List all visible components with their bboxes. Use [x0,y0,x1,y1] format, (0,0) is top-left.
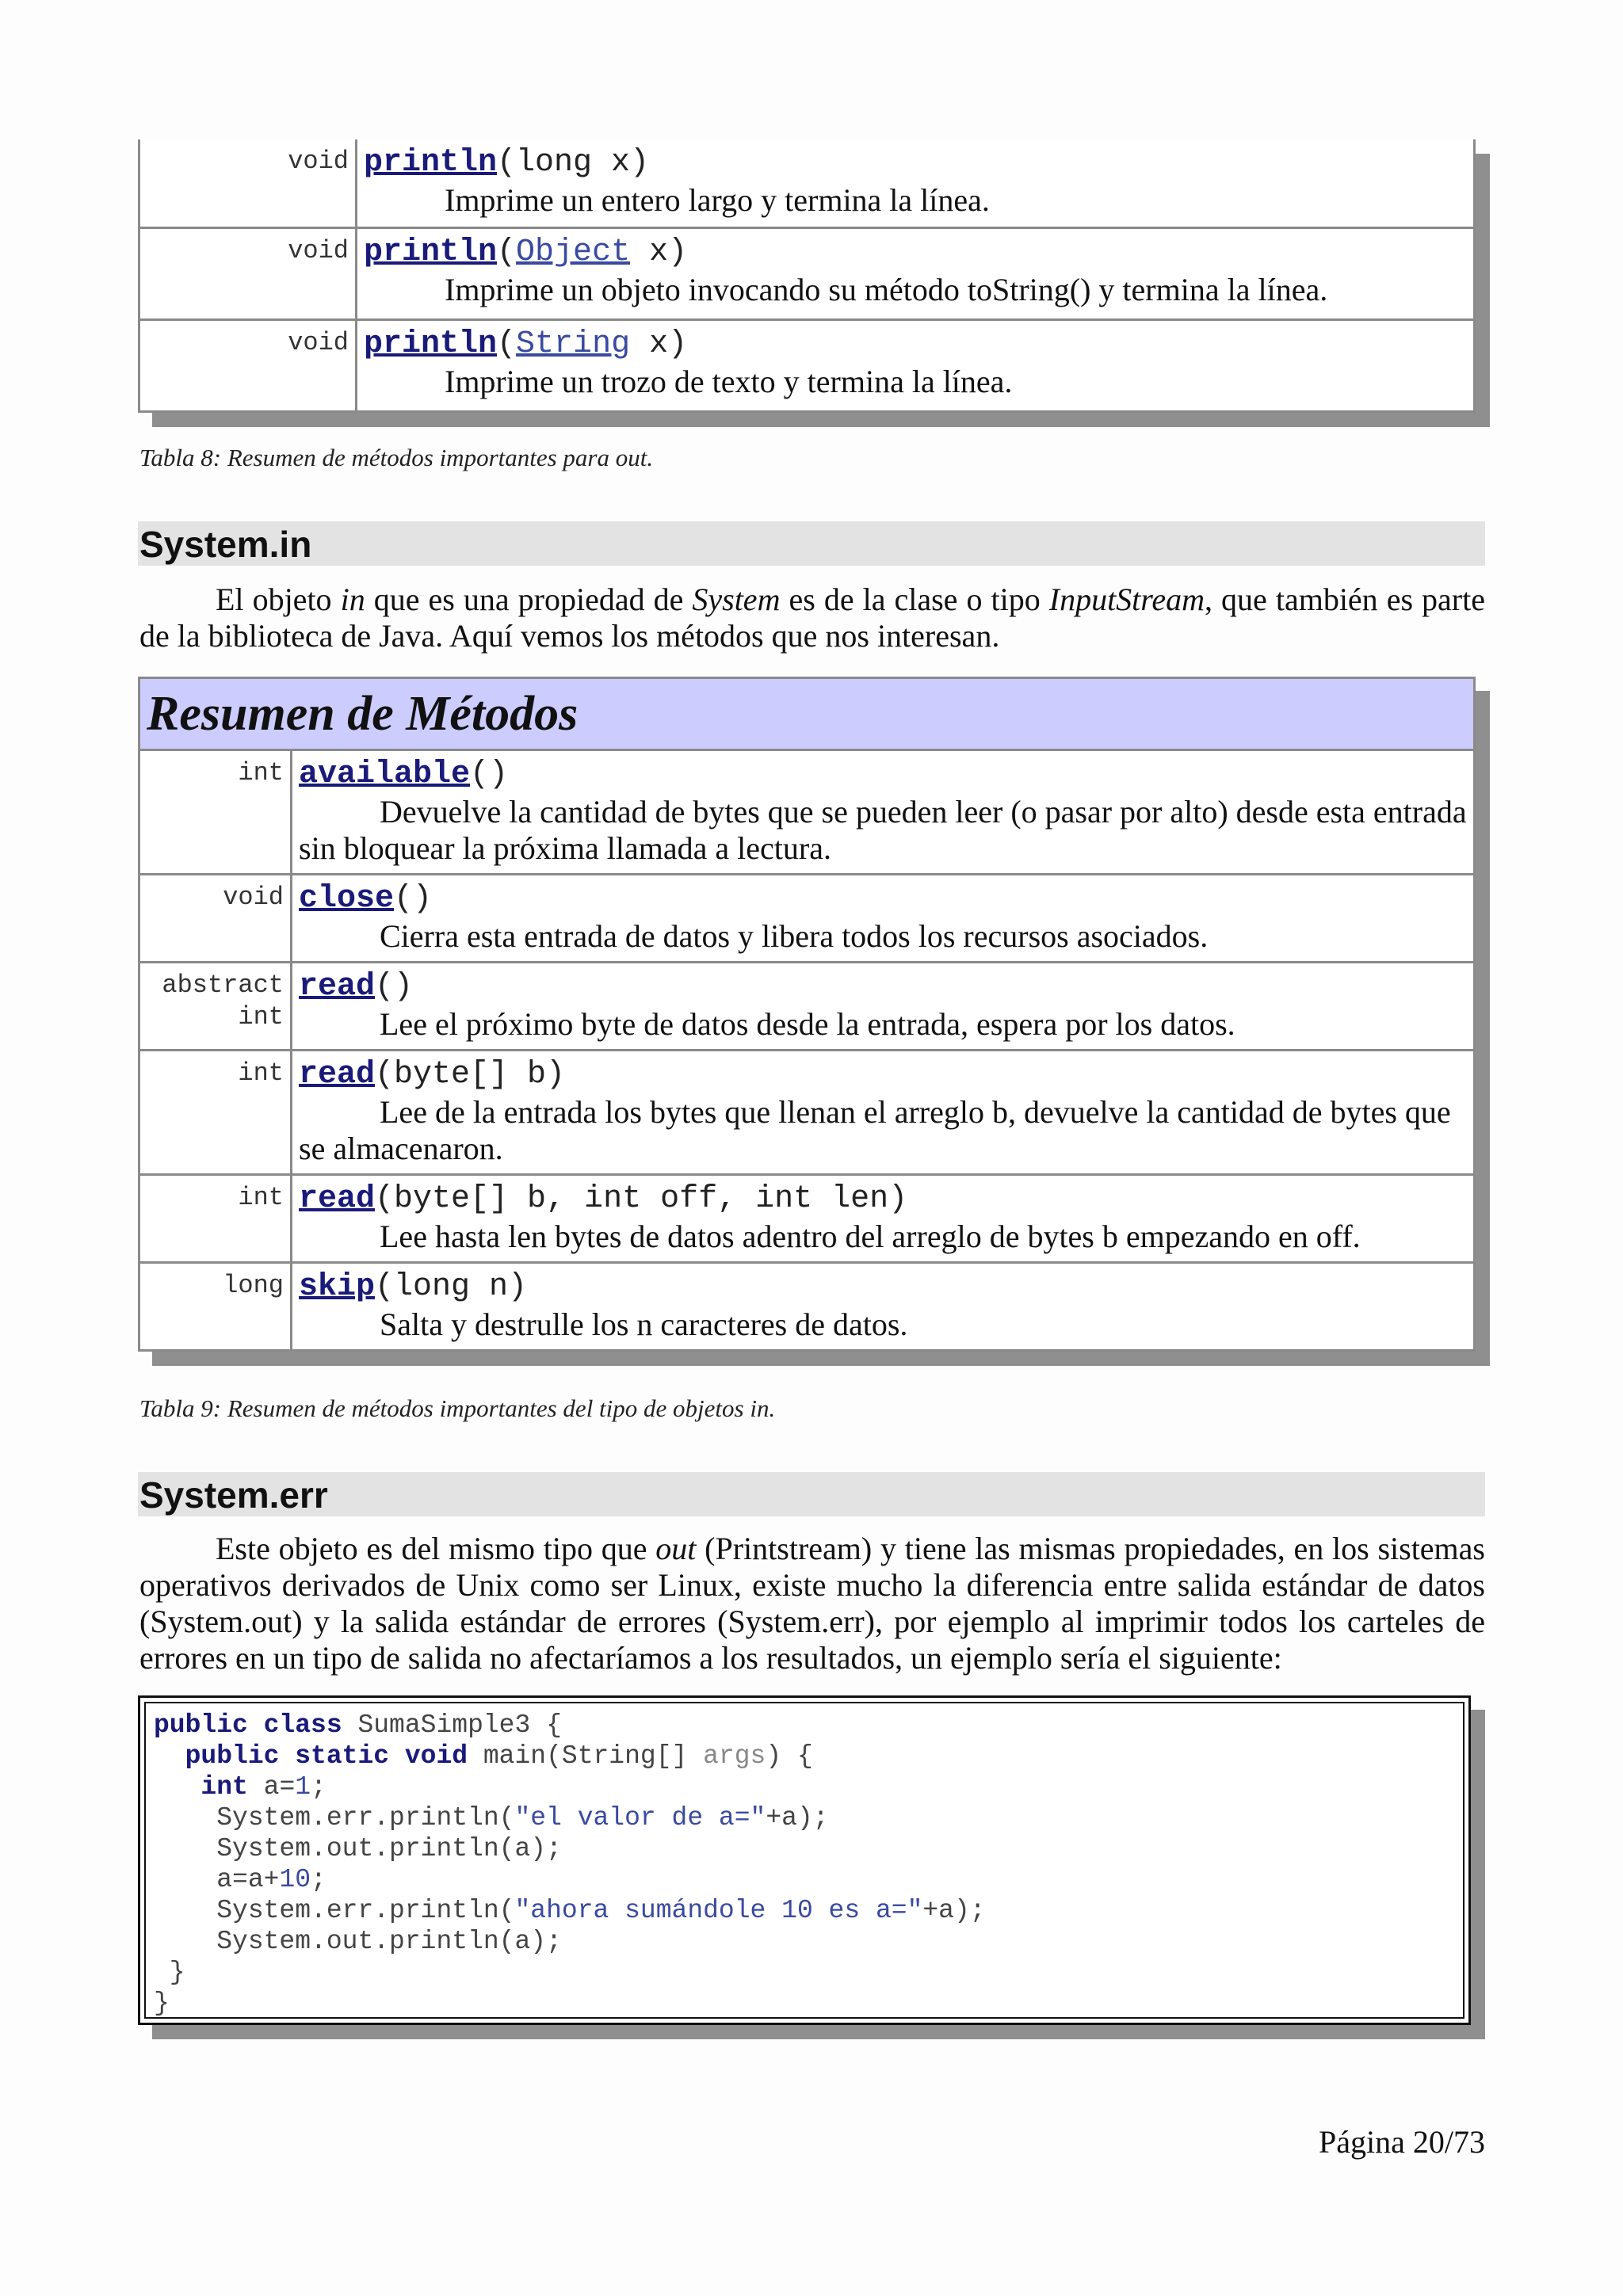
code-token-num: 1 [295,1772,311,1802]
table-8-caption: Tabla 8: Resumen de métodos importantes para out. [139,444,654,471]
method-params: (byte[] b, int off, int len) [375,1181,908,1217]
method-name-link[interactable]: read [299,1057,376,1093]
method-params: x) [630,326,688,362]
method-name-link[interactable]: skip [299,1269,376,1305]
code-token-plain: System.out.println(a); [154,1927,562,1956]
code-line [154,1711,562,1740]
code-line [154,1741,813,1771]
method-row [140,1176,1473,1264]
return-type: int [140,1051,292,1173]
method-description: Imprime un objeto invocando su método toString() y termina la línea. [445,272,1328,307]
code-token-kw: int [200,1772,248,1802]
method-signature [299,880,1467,918]
method-description: Cierra esta entrada de datos y libera todos los recursos asociados. [380,918,1209,954]
code-line [154,1865,327,1894]
method-name-link[interactable]: close [299,881,395,917]
code-token-plain: a=a+ [154,1865,280,1894]
system-err-heading: System.err [138,1472,1485,1516]
return-type: long [140,1264,292,1349]
method-row [140,963,1473,1051]
code-token-plain: System.err.println( [154,1896,515,1925]
code-line [154,1803,829,1833]
method-cell [357,321,1473,410]
method-row [140,321,1473,410]
code-line [154,1927,562,1956]
method-signature [299,1180,1467,1219]
return-type: abstract int [140,963,292,1049]
system-in-heading: System.in [138,521,1485,566]
method-cell [292,875,1473,961]
method-description: Lee de la entrada los bytes que llenan el arreglo b, devuelve la cantidad de bytes que se almacenaron. [299,1094,1451,1166]
method-params: () [394,881,433,917]
code-line [154,1834,562,1863]
method-cell [357,139,1473,227]
code-token-str: "ahora sumándole 10 es a=" [514,1896,923,1925]
code-token-plain: SumaSimple3 { [342,1711,562,1740]
code-token-plain [154,1772,200,1802]
out-methods-table [138,139,1476,413]
method-cell [292,963,1473,1049]
code-token-num: 10 [279,1865,311,1894]
method-row [140,751,1473,875]
code-token-plain: main(String[] [468,1741,704,1771]
method-cell [292,1051,1473,1173]
method-row [140,139,1473,229]
method-row [140,875,1473,963]
code-token-plain: ; [311,1865,327,1894]
method-row [140,229,1473,321]
method-signature [364,144,1467,182]
code-block [146,1703,1463,2025]
method-signature [299,756,1467,794]
code-token-plain: ) { [766,1741,813,1771]
return-type: void [140,139,357,227]
method-name-link[interactable]: read [299,969,376,1005]
return-type: void [140,229,357,318]
method-signature [364,326,1467,364]
method-name-link[interactable]: println [364,145,498,181]
code-token-plain: } [154,1958,185,1987]
method-name-link[interactable]: read [299,1181,376,1217]
code-token-plain: +a); [766,1803,829,1833]
method-name-link[interactable]: println [364,235,498,270]
code-token-plain: System.out.println(a); [154,1834,562,1863]
method-cell [357,229,1473,318]
method-summary-title: Resumen de Métodos [140,679,1473,751]
method-signature [299,1268,1467,1306]
code-token-plain: +a); [922,1896,986,1925]
system-in-paragraph: El objeto in que es una propiedad de System es de la clase o tipo InputStream, que también es parte de la biblioteca de Java. Aquí vemos los métodos que nos interesan. [139,582,1485,654]
code-line [154,1958,185,1987]
method-params: (byte[] b) [375,1057,566,1093]
method-row [140,1051,1473,1176]
method-cell [292,1264,1473,1349]
method-params: () [375,969,414,1005]
method-description: Lee hasta len bytes de datos adentro del arreglo de bytes b empezando en off. [380,1219,1361,1254]
type-link[interactable]: Object [516,235,631,270]
method-params: (long n) [375,1269,528,1305]
system-err-paragraph: Este objeto es del mismo tipo que out (Printstream) y tiene las mismas propiedades, en los sistemas operativos derivados de Unix como ser Linux, existe mucho la diferencia entre salida estándar de datos (System.out) y la salida estándar de errores (System.err), por ejemplo al imprimir todos los carteles de errores en un tipo de salida no afectaríamos a los resultados, un ejemplo sería el siguiente: [139,1531,1485,1676]
method-description: Salta y destrulle los n caracteres de datos. [380,1306,908,1342]
code-token-plain: System.err.println( [154,1803,515,1833]
method-signature [299,1056,1467,1094]
code-token-kw: public class [154,1711,342,1740]
method-cell [292,751,1473,873]
return-type: int [140,1176,292,1261]
code-line [154,1896,986,1925]
code-token-plain [154,1741,185,1771]
code-token-plain: ; [311,1772,327,1802]
table-9-caption: Tabla 9: Resumen de métodos importantes del tipo de objetos in. [139,1394,776,1422]
method-row [140,1264,1473,1349]
in-methods-table [138,677,1476,1352]
code-token-arg: args [703,1741,766,1771]
method-description: Devuelve la cantidad de bytes que se pueden leer (o pasar por alto) desde esta entrada sin bloquear la próxima llamada a lectura. [299,794,1467,866]
method-signature [299,968,1467,1006]
method-description: Imprime un entero largo y termina la línea. [445,182,990,218]
code-line [154,1772,327,1802]
method-description: Imprime un trozo de texto y termina la línea. [445,364,1013,399]
code-listing [138,1695,1471,2025]
code-token-str: "el valor de a=" [514,1803,766,1833]
method-params: (long x) [497,145,650,181]
method-name-link[interactable]: println [364,326,498,362]
code-token-kw: public static void [185,1741,468,1771]
method-description: Lee el próximo byte de datos desde la entrada, espera por los datos. [380,1006,1235,1042]
code-token-plain: } [154,1989,170,2018]
method-cell [292,1176,1473,1261]
method-name-link[interactable]: available [299,757,471,792]
return-type: void [140,321,357,410]
code-line [154,1989,170,2018]
method-params: ( [497,326,517,362]
method-signature [364,234,1467,272]
return-type: int [140,751,292,873]
code-token-plain: a= [247,1772,296,1802]
return-type: void [140,875,292,961]
method-params: () [470,757,509,792]
method-params: ( [497,235,517,270]
page-number: Página 20/73 [1319,2124,1485,2160]
type-link[interactable]: String [516,326,631,362]
method-params: x) [630,235,688,270]
